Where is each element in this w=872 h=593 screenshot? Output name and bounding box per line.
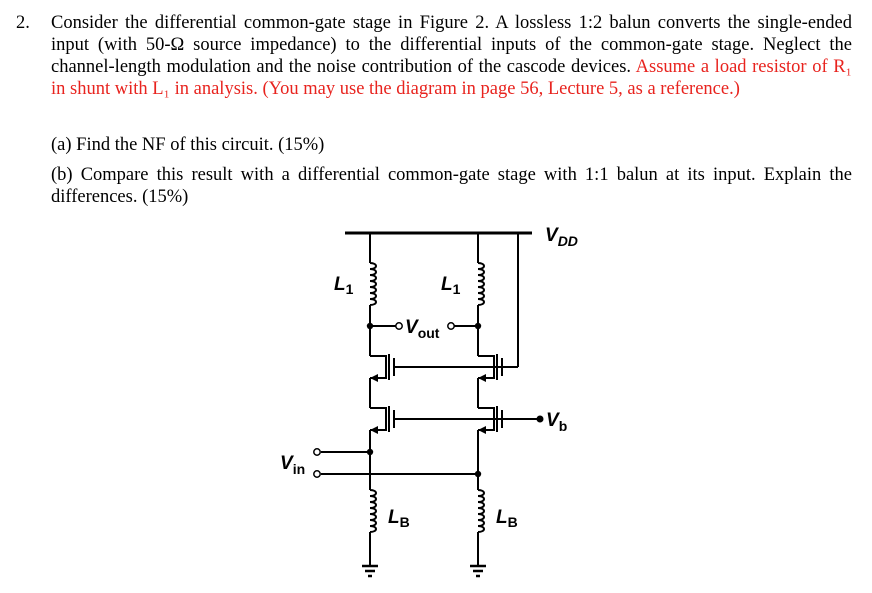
question-text-main: Consider the differential common-gate stage in Figure 2. A lossless 1:2 balun converts the single-ended input (with 50-Ω source impedance) to the differential inputs of the common-gate stage. Neglect the channel-length modulation and the noise contribution of the cascode devices. <box>51 13 852 77</box>
ground-right <box>470 566 486 576</box>
vin-label: $V_{in}$ <box>280 453 306 477</box>
vout-terminal-left <box>396 323 402 329</box>
inductor-l1-right <box>478 263 484 305</box>
inductor-lb-right <box>478 490 484 532</box>
vin-terminal-top <box>314 449 320 455</box>
vdd-label: $V_{DD}$ <box>545 225 578 249</box>
vin-terminal-bottom <box>314 471 320 477</box>
lb-left-label: $L_B$ <box>388 507 410 530</box>
lb-right-label: $L_B$ <box>496 507 518 530</box>
vout-label: $V_{out}$ <box>405 317 440 341</box>
inductor-l1-left <box>370 263 376 305</box>
part-b: (b) Compare this result with a differential common-gate stage with 1:1 balun at its input. Explain the differences. (15%) <box>51 165 852 207</box>
vb-label: $V_b$ <box>546 410 568 434</box>
inductor-lb-left <box>370 490 376 532</box>
part-a: (a) Find the NF of this circuit. (15%) <box>51 135 325 155</box>
l1-right-label: $L_1$ <box>441 274 461 297</box>
question-number: 2. <box>16 13 30 33</box>
ground-left <box>362 566 378 576</box>
l1-left-label: $L_1$ <box>334 274 354 297</box>
question-text-red: Assume a load resistor of R₁ in shunt with L₁ in analysis. (You may use the diagram in page 56, Lecture 5, as a reference.) <box>51 57 852 99</box>
vout-terminal-right <box>448 323 454 329</box>
